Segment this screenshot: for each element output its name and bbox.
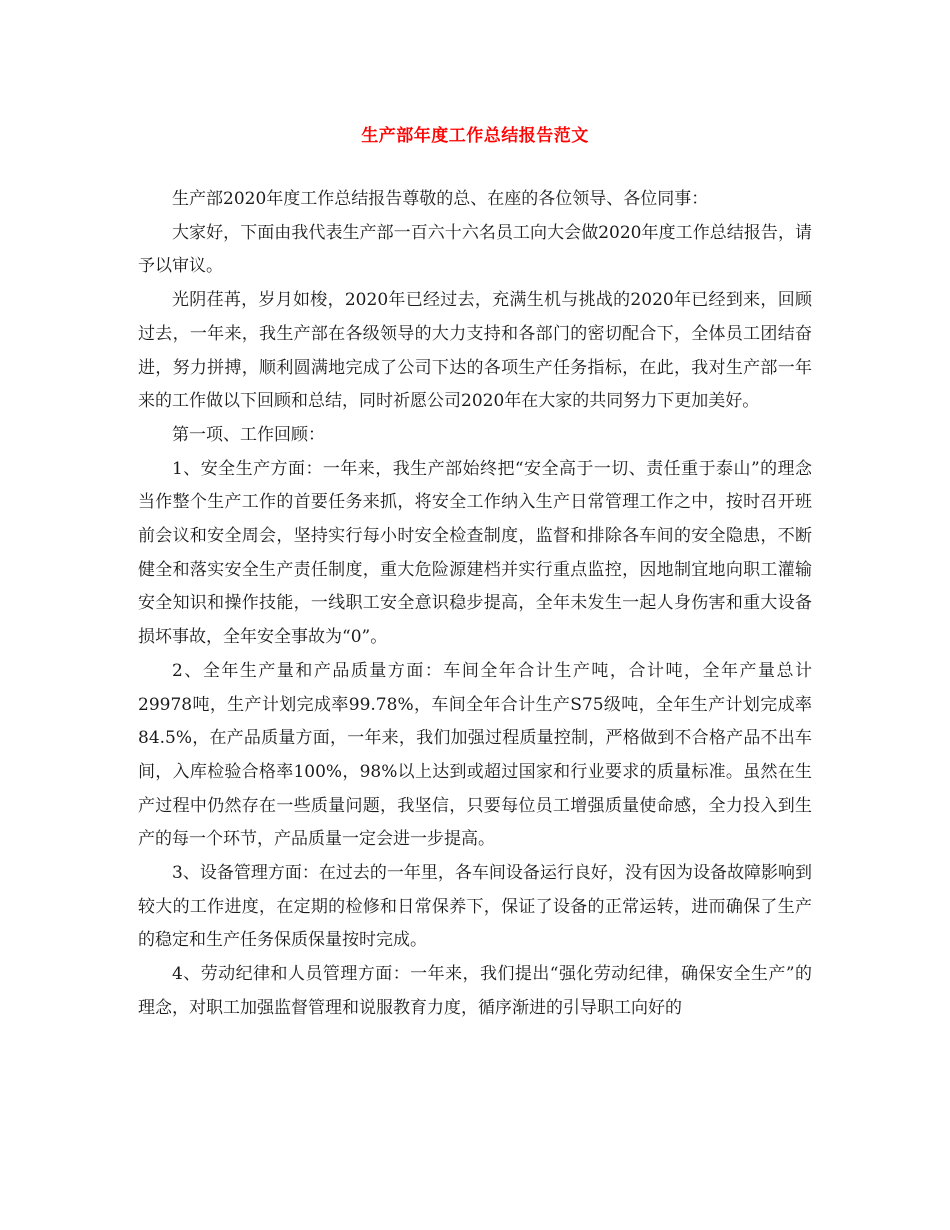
paragraph-greeting: 大家好，下面由我代表生产部一百六十六名员工向大会做2020年度工作总结报告，请予以审议。	[138, 222, 812, 277]
document-title: 生产部年度工作总结报告范文	[361, 126, 589, 146]
paragraph-equipment: 3、设备管理方面：在过去的一年里，各车间设备运行良好，没有因为设备故障影响到较大的工作进度，在定期的检修和日常保养下，保证了设备的正常运转，进而确保了生产的稳定和生产任务保质保量按时完成。	[138, 863, 812, 951]
document-body	[138, 183, 812, 1026]
section-heading-work-review: 第一项、工作回顾：	[172, 424, 325, 445]
paragraph-production-quality: 2、全年生产量和产品质量方面：车间全年合计生产吨，合计吨，全年产量总计29978吨，生产计划完成率99.78%，车间全年合计生产S75级吨，全年生产计划完成率84.5%，在产品质量方面，一年来，我们加强过程质量控制，严格做到不合格产品不出车间，入库检验合格率100%，98%以上达到或超过国家和行业要求的质量标准。虽然在生产过程中仍然存在一些质量问题，我坚信，只要每位员工增强质量使命感，全力投入到生产的每一个环节，产品质量一定会进一步提高。	[138, 660, 812, 850]
paragraph-salutation: 生产部2020年度工作总结报告尊敬的总、在座的各位领导、各位同事：	[172, 189, 709, 209]
paragraph-introduction: 光阴荏苒，岁月如梭，2020年已经过去，充满生机与挑战的2020年已经到来，回顾过去，一年来，我生产部在各级领导的大力支持和各部门的密切配合下，全体员工团结奋进，努力拼搏，顺利圆满地完成了公司下达的各项生产任务指标，在此，我对生产部一年来的工作做以下回顾和总结，同时祈愿公司2020年在大家的共同努力下更加美好。	[138, 290, 812, 412]
paragraph-labor-discipline: 4、劳动纪律和人员管理方面：一年来，我们提出“强化劳动纪律，确保安全生产”的理念，对职工加强监督管理和说服教育力度，循序渐进的引导职工向好的	[138, 964, 812, 1018]
paragraph-safety: 1、安全生产方面：一年来，我生产部始终把“安全高于一切、责任重于泰山”的理念当作整个生产工作的首要任务来抓，将安全工作纳入生产日常管理工作之中，按时召开班前会议和安全周会，坚持实行每小时安全检查制度，监督和排除各车间的安全隐患，不断健全和落实安全生产责任制度，重大危险源建档并实行重点监控，因地制宜地向职工灌输安全知识和操作技能，一线职工安全意识稳步提高，全年未发生一起人身伤害和重大设备损坏事故，全年安全事故为“0”。	[138, 458, 812, 648]
